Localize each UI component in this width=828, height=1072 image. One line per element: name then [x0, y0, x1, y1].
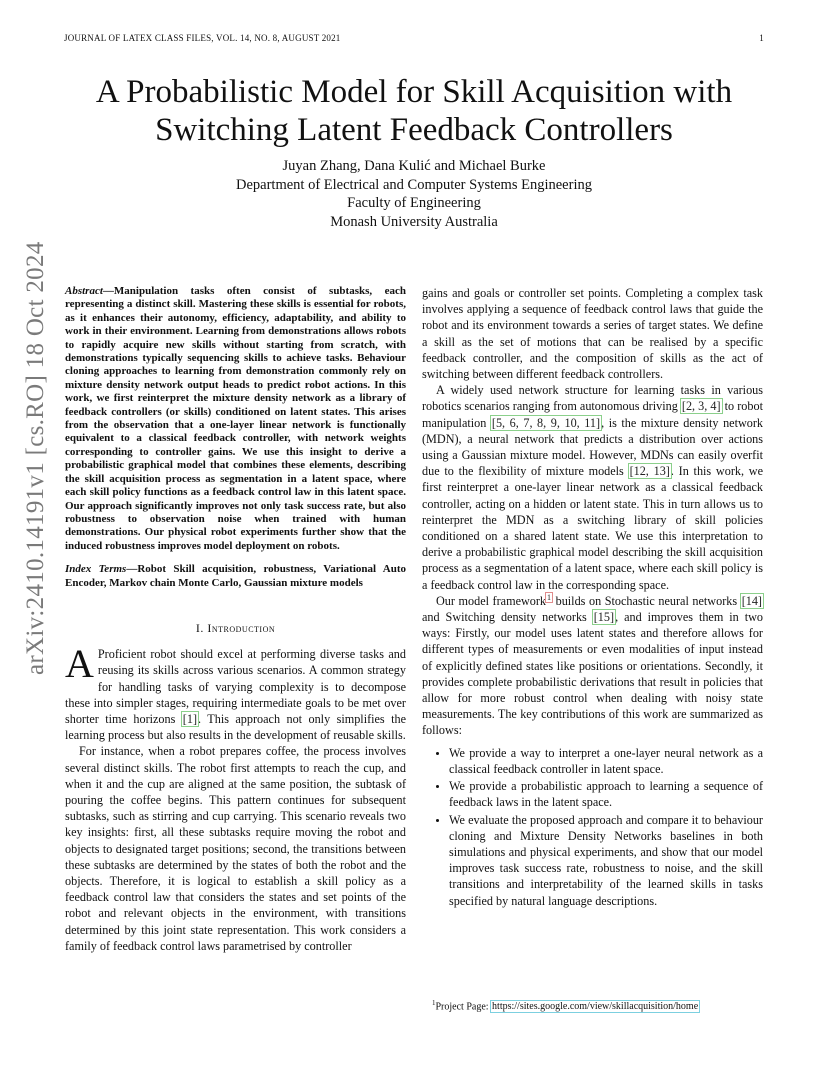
paper-title	[60, 73, 768, 149]
title-line-2: Switching Latent Feedback Controllers	[155, 112, 673, 148]
drop-cap: A	[65, 641, 94, 687]
citation-link[interactable]: [14]	[741, 593, 762, 608]
arxiv-stamp: arXiv:2410.14191v1 [cs.RO] 18 Oct 2024	[22, 241, 49, 675]
citation-link[interactable]: [5, 6, 7, 8, 9, 10, 11]	[491, 415, 601, 430]
section-numeral: I.	[195, 620, 204, 635]
author-block	[60, 157, 768, 231]
index-terms	[65, 563, 406, 590]
section-title: Introduction	[207, 620, 276, 635]
author-faculty: Faculty of Engineering	[347, 195, 481, 211]
citation-link[interactable]: [2, 3, 4]	[681, 399, 721, 414]
abstract-label: Abstract	[65, 285, 103, 297]
intro-paragraph-3: gains and goals or controller set points. Completing a complex task involves applying a sequence of feedback control laws that guide the robot and its environment towards a series of target states. We define a skill as the set of motions that can be realised by a specific feedback controller, and the composition of skills as the act of switching between different feedback controllers.	[422, 286, 763, 382]
abstract-text: —Manipulation tasks often consist of subtasks, each representing a distinct skill. Mastering these skills is essential for robots, as it enhances their autonomy, efficiency, adaptability, and ability to work in their environment. Learning from demonstrations allows robots to rapidly acquire new skills without starting from scratch, with demonstrations typically sequencing skills to achieve tasks. Behaviour cloning approaches to learning from demonstration commonly rely on mixture density network output heads to predict robot actions. In this work, we first reinterpret the mixture density network as a library of feedback controllers (or skills) conditioned on latent states. This arises from the observation that a one-layer linear network is functionally equivalent to a classical feedback controller, with network weights corresponding to controller gains. We use this insight to derive a probabilistic graphical model that combines these elements, describing the skill acquisition process as segmentation in a latent space, where each skill policy functions as a feedback control law in this latent space. Our approach significantly improves not only task success rate, but also robustness to observation noise when trained with human demonstrations. Our physical robot experiments further show that the induced robustness improves model deployment on robots.	[65, 285, 406, 552]
list-item: • We evaluate the proposed approach and compare it to behaviour cloning and Mixture Density Networks baselines in both simulations and physical experiments, and show that our model improves task success rate, robustness to noise, and the skill transitions and interpretability of the learned skills in tasks specified by natural language descriptions.	[449, 812, 763, 909]
intro-paragraph-4: A widely used network structure for learning tasks in various robotics scenarios ranging from autonomous driving [2, 3, 4] to robot manipulation [5, 6, 7, 8, 9, 10, 11], is the mixture density network (MDN), a neural network that predicts a distribution over actions using a Gaussian mixture model. However, MDNs can easily overfit due to the flexibility of mixture models [12, 13]. In this work, we first reinterpret a one-layer linear network as a classical feedback controller, acting on a hidden or latent state. This in turn allows us to reinterpret the MDN as a switching library of skill policies conditioned on a shared latent state. We use this interpretation to derive a probabilistic graphical model describing the skill acquisition process as a segmentation of a latent space, where each skill policy is a feedback control law in the corresponding space.	[422, 383, 764, 592]
index-terms-text: —Robot Skill acquisition, robustness, Variational Auto Encoder, Markov chain Monte Carlo, Gaussian mixture models	[65, 563, 406, 589]
running-header	[64, 33, 764, 47]
footnote	[432, 999, 699, 1012]
intro-paragraph-1: A Proficient robot should excel at performing diverse tasks and reusing its skills across various scenarios. A common strategy for handling tasks of varying complexity is to decompose these into simpler stages, requiring intermediate goals to be met over shorter time horizons [1]. This approach not only simplifies the learning process but also results in the development of reusable skills.	[65, 641, 406, 743]
footnote-marker[interactable]: 1	[547, 592, 552, 602]
intro-paragraph-5: Our model framework$^1$ builds on Stochastic neural networks [14] and Switching density networks [15], and improves them in two ways: Firstly, our model uses latent states and therefore allows for different types of measurements or even modalities of input instead of explicitly defined states like positions or orientations. Secondly, it provides complete probabilistic derivations that result in policies that allow for more robust control when dealing with noisy state measurements. The key contributions of this work are summarized as follows:	[422, 592, 763, 738]
author-university: Monash University Australia	[330, 213, 498, 230]
footnote-number: 1	[432, 999, 436, 1007]
title-line-1: A Probabilistic Model for Skill Acquisition with	[95, 74, 733, 110]
intro-paragraph-2: For instance, when a robot prepares coffee, the process involves several distinct skills. The robot first attempts to reach the cup, and when it and the cup are aligned at the same position, the subtask of pouring the coffee begins. This pattern continues for subsequent subtasks, such as stirring and cup carrying. This scenario reveals two key insights: first, all these subtasks require moving the robot and objects to designated target positions; second, the transitions between these subtasks are determined by the states of both the robot and the objects. Therefore, it is logical to establish a skill policy as a feedback control law that considers the states and set points of the robot and relevant objects in the environment, with transitions determined by this joint state representation. This work considers a family of feedback control laws parametrised by controller	[65, 744, 406, 953]
left-column	[65, 285, 406, 954]
contributions-list	[422, 745, 763, 909]
footnote-label: Project Page:	[435, 1001, 492, 1013]
citation-link[interactable]: [12, 13]	[629, 464, 670, 479]
index-terms-label: Index Terms	[65, 563, 127, 576]
section-heading	[65, 620, 406, 636]
project-page-link[interactable]: https://sites.google.com/view/skillacquisition/home	[492, 1001, 699, 1013]
right-column	[422, 285, 763, 910]
citation-link[interactable]: [15]	[593, 610, 615, 625]
citation-link[interactable]: [1]	[182, 711, 198, 726]
journal-header: JOURNAL OF LATEX CLASS FILES, VOL. 14, NO. 8, AUGUST 2021	[64, 33, 341, 43]
list-item: • We provide a probabilistic approach to learning a sequence of feedback laws in the latent space.	[449, 778, 763, 810]
author-names: Juyan Zhang, Dana Kulić and Michael Burke	[282, 158, 546, 174]
list-item: • We provide a way to interpret a one-layer neural network as a classical feedback controller in latent space.	[449, 745, 763, 777]
abstract	[65, 285, 406, 553]
page-number: 1	[759, 33, 764, 43]
author-department: Department of Electrical and Computer Systems Engineering	[236, 176, 592, 193]
